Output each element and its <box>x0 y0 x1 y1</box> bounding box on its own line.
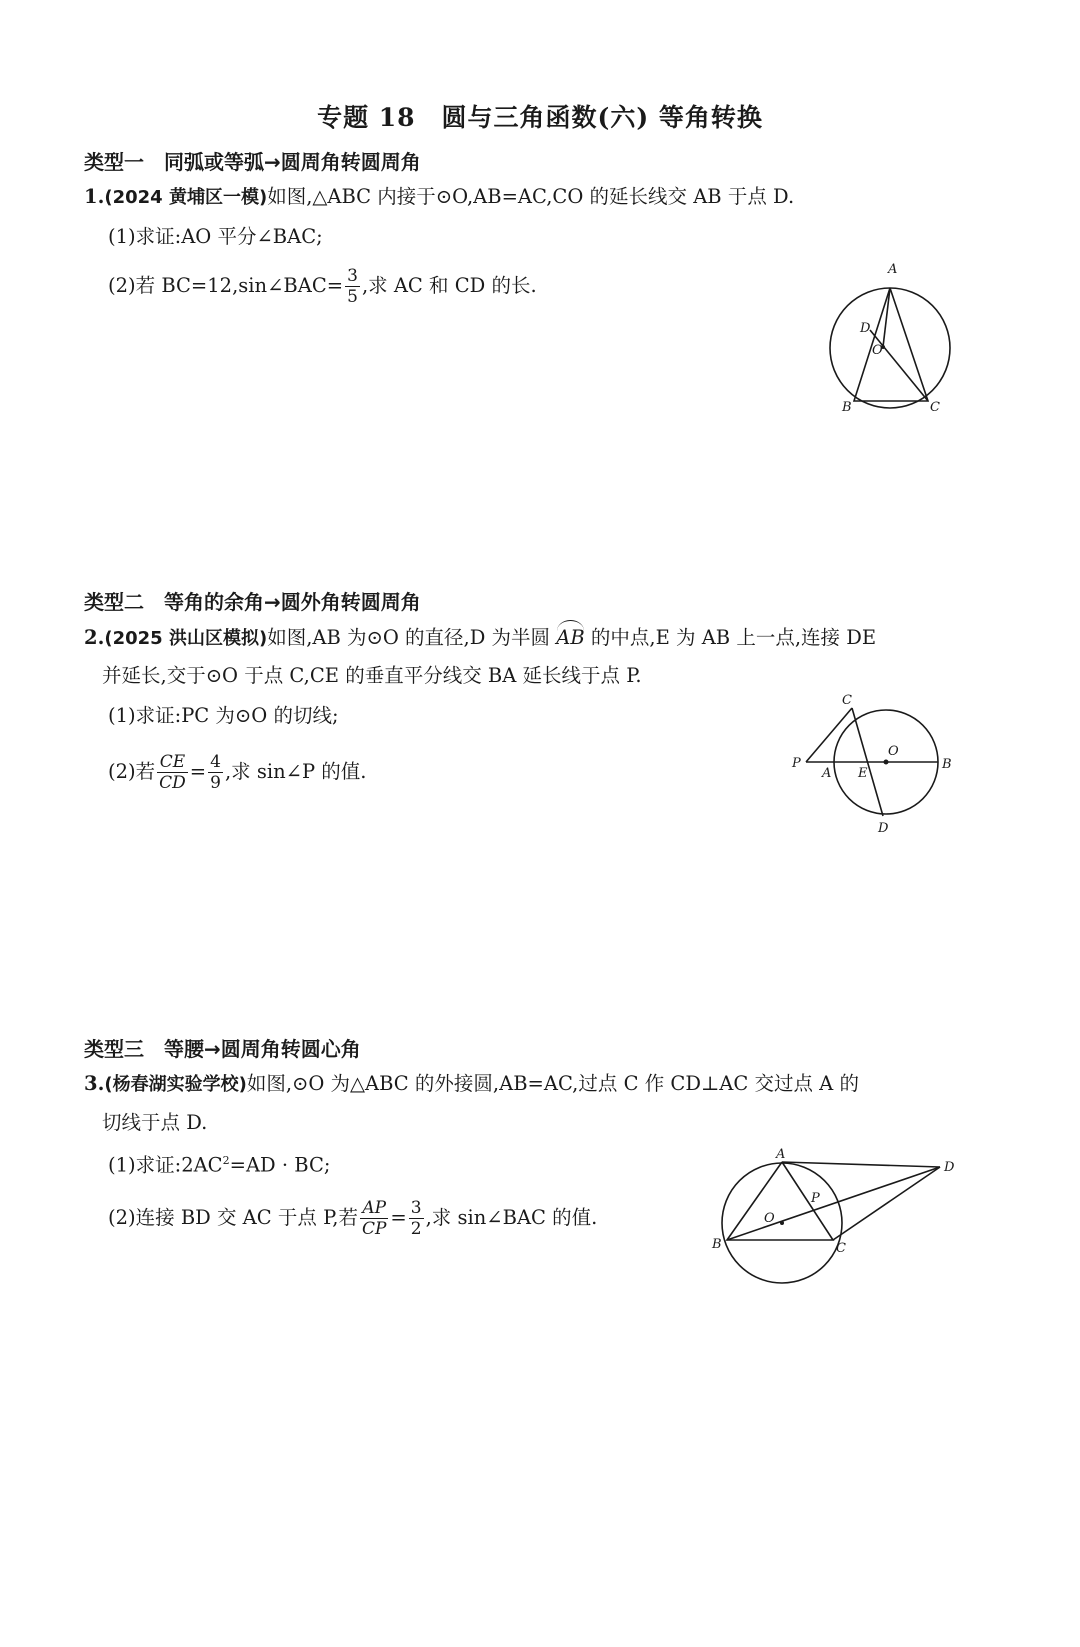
label-b: B <box>842 400 852 415</box>
label-o: O <box>888 744 899 759</box>
figure-1 <box>818 256 968 421</box>
tangent-ad <box>782 1162 940 1167</box>
label-d: D <box>944 1160 955 1175</box>
point-o <box>884 760 889 765</box>
label-b: B <box>942 757 952 772</box>
problem-number: 3. <box>84 1072 105 1095</box>
problem-2-stem: 2.(2025 洪山区模拟)如图,AB 为⊙O 的直径,D 为半圆 AB 的中点,E 为 AB 上一点,连接 DE <box>84 626 877 649</box>
segment-cd <box>870 330 928 401</box>
problem-2-stem-line-2: 并延长,交于⊙O 于点 C,CE 的垂直平分线交 BA 延长线于点 P. <box>102 664 642 687</box>
problem-number: 2. <box>84 626 105 649</box>
segment-cd <box>833 1167 940 1240</box>
problem-2-part-2: (2)若 $\frac{CE}{CD}$ = $\frac{4}{9}$ ,求 sin∠P 的值. <box>108 752 367 793</box>
problem-source: (杨春湖实验学校) <box>104 1074 247 1095</box>
arc-ab: AB <box>556 626 585 649</box>
label-c: C <box>930 400 940 415</box>
circle-o <box>830 288 950 408</box>
problem-source: (2024 黄埔区一模) <box>104 187 268 208</box>
problem-3-part-1: (1)求证$:2AC^2=AD$ · BC; <box>108 1153 331 1177</box>
label-p: P <box>811 1191 820 1206</box>
figure-3 <box>700 1140 970 1290</box>
label-e: E <box>858 766 868 781</box>
section-heading-2: 类型二 等角的余角→圆外角转圆周角 <box>84 590 421 614</box>
problem-1-part-1: (1)求证:AO 平分∠BAC; <box>108 225 323 248</box>
fraction: $\frac{CE}{CD}$ <box>159 752 186 793</box>
page-title: 专题 18 圆与三角函数(六) 等角转换 <box>317 103 763 132</box>
label-b: B <box>712 1237 722 1252</box>
label-a: A <box>822 766 832 781</box>
problem-text: 如图,△ABC 内接于⊙O,AB=AC,CO 的延长线交 AB 于点 D. <box>267 185 795 208</box>
label-p: P <box>792 756 801 771</box>
point-o <box>780 1221 784 1225</box>
problem-1-stem <box>84 184 794 211</box>
section-heading-1: 类型一 同弧或等弧→圆周角转圆周角 <box>84 150 421 174</box>
problem-2-part-1: (1)求证:PC 为⊙O 的切线; <box>108 704 339 727</box>
label-a: A <box>888 262 898 277</box>
fraction: $\frac{3}{5}$ <box>347 266 358 307</box>
problem-1-part-2: (2)若 BC=12,sin∠BAC= $\frac{3}{5}$ ,求 AC 和 CD 的长. <box>108 266 537 307</box>
triangle-abc <box>854 288 928 401</box>
label-a: A <box>776 1147 786 1162</box>
section-heading-3: 类型三 等腰→圆周角转圆心角 <box>84 1037 361 1061</box>
fraction: $\frac{4}{9}$ <box>210 752 221 793</box>
label-d: D <box>878 821 889 836</box>
segment-pc <box>806 708 852 762</box>
label-c: C <box>842 693 852 708</box>
fraction: $\frac{3}{2}$ <box>410 1198 422 1239</box>
problem-3-part-2: (2)连接 BD 交 AC 于点 P,若 $\frac{AP}{CP}$ = $\frac{3}{2}$ ,求 sin∠BAC 的值. <box>108 1198 598 1239</box>
label-o: O <box>872 343 883 358</box>
problem-3-stem: 3.(杨春湖实验学校)如图,⊙O 为△ABC 的外接圆,AB=AC,过点 C 作 CD⊥AC 交过点 A 的 <box>84 1072 859 1095</box>
fraction: $\frac{AP}{CP}$ <box>361 1198 387 1239</box>
problem-number: 1. <box>84 185 105 208</box>
problem-3-stem-line-2: 切线于点 D. <box>102 1111 208 1134</box>
figure-2 <box>780 692 990 842</box>
label-o: O <box>764 1211 775 1226</box>
label-d: D <box>860 321 871 336</box>
problem-source: (2025 洪山区模拟) <box>104 628 268 649</box>
segment-bd <box>727 1167 940 1240</box>
label-c: C <box>836 1241 846 1256</box>
